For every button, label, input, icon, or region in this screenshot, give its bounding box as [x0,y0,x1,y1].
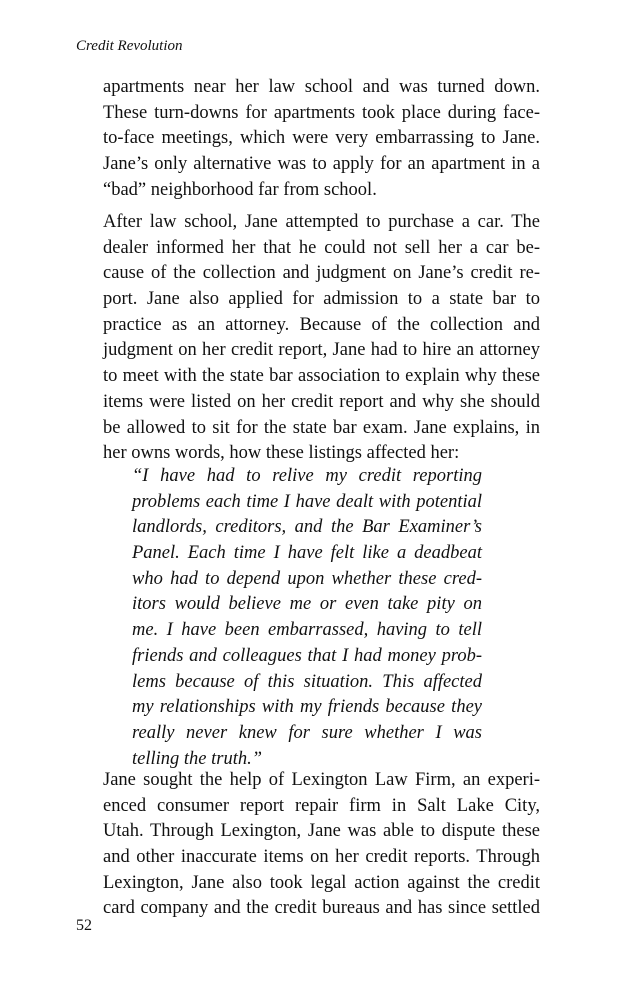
text-line: be allowed to sit for the state bar exam. Jane explains, in [103,417,540,438]
paragraph-3 [103,768,540,922]
quote-line: itors would believe me or even take pity on [132,594,482,615]
text-line: After law school, Jane attempted to purchase a car. The [103,212,540,232]
text-line: and other inaccurate items on her credit reports. Through [103,847,540,868]
text-line: judgment on her credit report, Jane had to hire an attorney [103,340,540,361]
text-line: Utah. Through Lexington, Jane was able to dispute these [103,821,540,842]
text-line: Jane’s only alternative was to apply for an apartment in a [103,154,540,175]
text-line: practice as an attorney. Because of the collection and [103,314,540,335]
paragraph-1 [103,75,540,203]
text-line: dealer informed her that he could not sell her a car be- [103,237,540,258]
text-line: items were listed on her credit report and why she should [103,391,540,412]
text-line: card company and the credit bureaus and has since settled [103,898,540,919]
quote-line: my relationships with my friends because they [132,697,482,718]
running-header: Credit Revolution [76,38,183,54]
text-line: to-face meetings, which were very embarrassing to Jane. [103,128,540,149]
text-line: “bad” neighborhood far from school. [103,179,377,200]
text-line: her owns words, how these listings affected her: [103,443,460,464]
text-line: enced consumer report repair firm in Salt Lake City, [103,795,540,816]
quote-line: who had to depend upon whether these cred- [132,568,482,589]
block-quote [132,464,482,772]
text-line: port. Jane also applied for admission to a state bar to [103,289,540,310]
quote-line: really never knew for sure whether I was [132,722,482,743]
quote-line: telling the truth.” [132,748,263,769]
quote-line: landlords, creditors, and the Bar Examiner’s [132,517,482,538]
quote-line: problems each time I have dealt with potential [132,491,482,512]
page-number: 52 [76,917,92,934]
quote-line: me. I have been embarrassed, having to tell [132,620,482,641]
quote-line: “I have had to relive my credit reporting [132,466,482,486]
quote-line: friends and colleagues that I had money prob- [132,645,482,666]
text-line: cause of the collection and judgment on Jane’s credit re- [103,263,540,284]
quote-line: Panel. Each time I have felt like a deadbeat [132,543,482,564]
text-line: apartments near her law school and was turned down. [103,77,540,97]
text-line: Jane sought the help of Lexington Law Firm, an experi- [103,770,540,790]
text-line: Lexington, Jane also took legal action against the credit [103,872,540,893]
paragraph-2 [103,210,540,467]
text-line: These turn-downs for apartments took place during face- [103,102,540,123]
quote-line: lems because of this situation. This affected [132,671,482,692]
text-line: to meet with the state bar association to explain why these [103,366,540,387]
